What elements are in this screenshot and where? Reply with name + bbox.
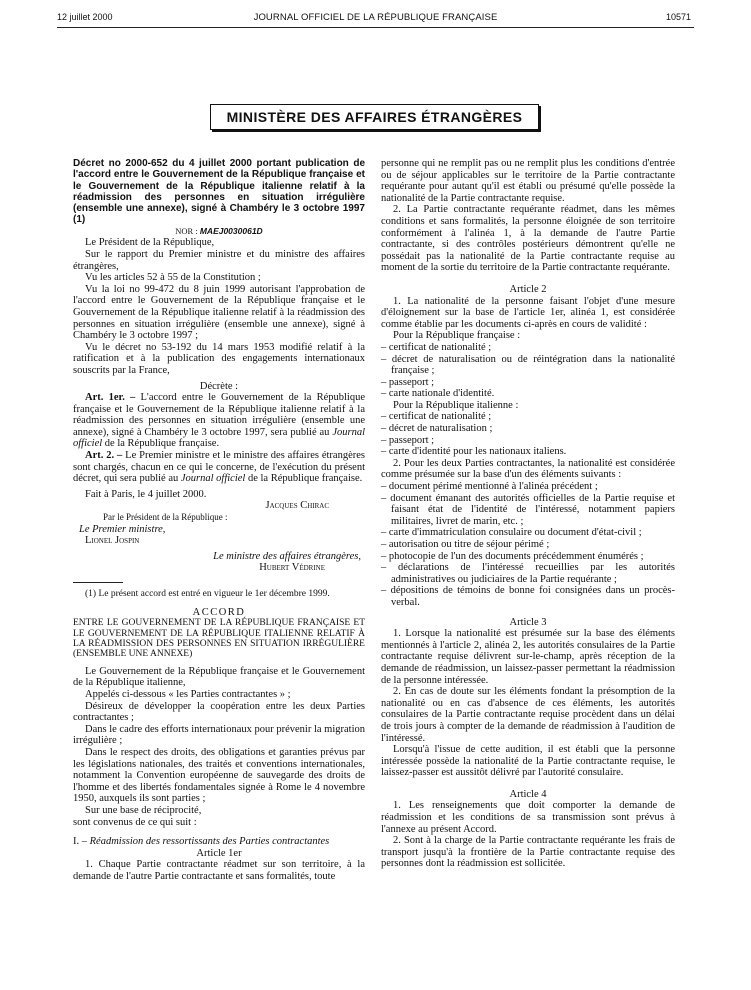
journal-officiel-ref: Journal officiel — [73, 426, 365, 450]
paragraph: Vu le décret no 53-192 du 14 mars 1953 modifié relatif à la ratification et à la publication des engagements internationaux souscrits par la France, — [73, 341, 365, 376]
article-1-heading: Article 1er — [196, 847, 242, 859]
paragraph: 2. Sont à la charge de la Partie contractante requérante les frais de transport jusqu'à la frontière de la Partie contractante requise des personnes dont la réadmission est sollicitée. — [381, 835, 675, 870]
decree-title: Décret no 2000-652 du 4 juillet 2000 portant publication de l'accord entre le Gouvernement de la République française et le Gouvernement de la République italienne relatif à la réadmission des personnes en situation irrégulière (ensemble une annexe), signé à Chambéry le 3 octobre 1997 (1) — [73, 158, 365, 226]
accord-heading: ACCORD — [192, 606, 246, 618]
section-title: Réadmission des ressortissants des Parties contractantes — [89, 836, 330, 848]
italy-label: Pour la République italienne : — [393, 399, 519, 411]
paragraph: 1. La nationalité de la personne faisant l'objet d'une mesure d'éloignement sur la base de l'article 1er, alinéa 1, est considérée comme établie par les documents ci-après en cours de validité : — [381, 295, 675, 330]
list-item: – décret de naturalisation ; — [381, 423, 493, 435]
article-text: de la République française. — [102, 438, 220, 450]
paragraph: Le Gouvernement de la République française et le Gouvernement de la République italienne, — [73, 665, 365, 689]
paragraph: Vu les articles 52 à 55 de la Constitution ; — [85, 272, 261, 284]
nor-label: NOR : — [175, 225, 200, 236]
paragraph: Désireux de développer la coopération entre les deux Parties contractantes ; — [73, 700, 365, 724]
pm-title: Le Premier ministre, — [79, 523, 166, 535]
paragraph: Dans le cadre des efforts internationaux pour prévenir la migration irrégulière ; — [73, 723, 365, 747]
article-2-decree — [73, 450, 365, 485]
list-item: – passeport ; — [381, 434, 435, 446]
list-item: – carte d'immatriculation consulaire ou document d'état-civil ; — [381, 527, 642, 539]
par-le-president: Par le Président de la République : — [103, 512, 228, 523]
minister-name: Hubert Védrine — [259, 562, 325, 574]
article-label: Art. 1er. – — [85, 392, 136, 404]
list-item: – autorisation ou titre de séjour périmé ; — [381, 539, 550, 550]
france-document-list — [381, 342, 675, 400]
journal-officiel-ref: Journal officiel — [180, 473, 246, 485]
list-item: – passeport ; — [381, 376, 435, 388]
right-column — [381, 158, 675, 870]
article-1-decree — [73, 392, 365, 450]
paragraph: 1. Les renseignements que doit comporter la demande de réadmission et les conditions de sa transmission sont prévus à l'annexe au présent Accord. — [381, 800, 675, 835]
paragraph: Lorsqu'à l'issue de cette audition, il est établi que la personne intéressée possède la nationalité de la Partie contractante requise, le laissez-passer est aussitôt délivré par l'autorité consulaire. — [381, 744, 675, 779]
signatory-president: Jacques Chirac — [265, 500, 329, 512]
header-date: 12 juillet 2000 — [57, 12, 113, 22]
left-column — [73, 158, 365, 883]
nor-code: MAEJ0030061D — [199, 225, 263, 236]
list-item: – décret de naturalisation ou de réintégration dans la nationalité française ; — [381, 353, 675, 377]
paragraph: 2. En cas de doute sur les éléments fondant la présomption de la nationalité ou en cas d'absence de ces éléments, les autorités consulaires de la Partie contractante requise procèdent dans un délai de trois jours à compter de la demande de réadmission à l'audition de l'intéressé. — [381, 686, 675, 744]
footnote: (1) Le présent accord est entré en vigueur le 1er décembre 1999. — [85, 589, 330, 599]
paragraph: Sur une base de réciprocité, — [85, 804, 202, 816]
article-label: Art. 2. – — [85, 450, 123, 462]
paragraph: sont convenus de ce qui suit : — [73, 816, 197, 828]
nor-reference — [73, 226, 365, 238]
france-label: Pour la République française : — [393, 330, 521, 342]
list-item: – dépositions de témoins de bonne foi consignées dans un procès-verbal. — [381, 585, 675, 608]
minister-title: Le ministre des affaires étrangères, — [213, 550, 361, 562]
header-page-number: 10571 — [665, 12, 691, 22]
section-number: I. – — [73, 836, 90, 848]
list-item: – photocopie de l'un des documents précédemment énumérés ; — [381, 550, 644, 562]
paragraph: 1. Chaque Partie contractante réadmet sur son territoire, à la demande de l'autre Partie contractante et sans formalités, toute — [73, 859, 365, 882]
list-item: – carte nationale d'identité. — [381, 388, 495, 400]
paragraph: 2. La Partie contractante requérante réadmet, dans les mêmes conditions et sans formalités, la personne éloignée de son territoire conformément à l'alinéa 1, à la demande de l'autre Partie contractante, si des contrôles postérieurs démontrent qu'elle ne possédait pas la nationalité de la Partie contractante requise au moment de la sortie du territoire de la Partie contractante requérante. — [381, 204, 675, 274]
list-item: – certificat de nationalité ; — [381, 411, 492, 423]
paragraph: Le Président de la République, — [85, 237, 215, 249]
paragraph: Sur le rapport du Premier ministre et du ministre des affaires étrangères, — [73, 248, 365, 272]
accord-subtitle: ENTRE LE GOUVERNEMENT DE LA RÉPUBLIQUE FRANÇAISE ET LE GOUVERNEMENT DE LA RÉPUBLIQUE ITALIENNE RELATIF À LA RÉADMISSION DES PERSONNES EN SITUATION IRRÉGULIÈRE (ENSEMBLE UNE ANNEXE) — [73, 618, 365, 660]
paragraph: 1. Lorsque la nationalité est présumée sur la base des éléments mentionnés à l'article 2, alinéa 2, les autorités consulaires de la Partie contractante requise délivrent sur-le-champ, après réception de la demande de réadmission, un laissez-passer permettant la réadmission de la personne intéressée. — [381, 628, 675, 686]
italy-document-list — [381, 411, 675, 457]
pm-name: Lionel Jospin — [85, 535, 140, 547]
list-item: – carte d'identité pour les nationaux italiens. — [381, 446, 567, 458]
header-journal-title: JOURNAL OFFICIEL DE LA RÉPUBLIQUE FRANÇAISE — [253, 12, 498, 23]
paragraph: Appelés ci-dessous « les Parties contractantes » ; — [85, 689, 291, 700]
list-item: – document périmé mentionné à l'alinéa précédent ; — [381, 481, 598, 493]
section-heading — [73, 836, 365, 848]
article-text: Le Premier ministre et le ministre des affaires étrangères sont chargés, chacun en ce qui le concerne, de l'exécution du présent décret, qui sera publié au — [73, 450, 365, 485]
decrete-heading: Décrète : — [199, 380, 239, 392]
page-header — [0, 12, 751, 28]
list-item: – certificat de nationalité ; — [381, 341, 492, 353]
list-item: – document émanant des autorités officielles de la Partie requise et faisant état de l'identité de l'intéressé, notamment papiers militaires, livret de marin, etc. ; — [381, 492, 675, 527]
article-3-heading: Article 3 — [509, 616, 547, 628]
footnote-rule — [73, 582, 123, 583]
header-rule — [57, 27, 694, 28]
article-4-heading: Article 4 — [509, 788, 547, 800]
fait-a-paris: Fait à Paris, le 4 juillet 2000. — [85, 488, 207, 500]
list-item: – déclarations de l'intéressé recueillies par les autorités administratives ou judiciaires de la Partie requérante ; — [381, 562, 675, 585]
paragraph: Vu la loi no 99-472 du 8 juin 1999 autorisant l'approbation de l'accord entre le Gouvernement de la République française et le Gouvernement de la République italienne relatif à la réadmission des personnes en situation irrégulière (ensemble une annexe), signé à Chambéry le 3 octobre 1997 ; — [73, 283, 365, 342]
presumed-elements-list — [381, 481, 675, 609]
paragraph: personne qui ne remplit pas ou ne remplit plus les conditions d'entrée ou de séjour applicables sur le territoire de la Partie contractante requérante pour autant qu'il est établi ou présumé qu'elle possède la nationalité de la Partie contractante requise. — [381, 158, 675, 204]
article-text: L'accord entre le Gouvernement de la République française et le Gouvernement de la République italienne relatif à la réadmission des personnes en situation irrégulière (ensemble une annexe), signé à Chambéry le 3 octobre 1997, sera publié au — [73, 392, 365, 438]
article-text: de la République française. — [245, 473, 363, 485]
paragraph: Dans le respect des droits, des obligations et garanties prévus par les législations nationales, des traités et conventions internationales, notamment la Convention européenne de sauvegarde des droits de l'homme et des libertés fondamentales signée à Rome le 4 novembre 1950, auxquels ils sont parties ; — [73, 746, 365, 805]
article-2-heading: Article 2 — [509, 283, 547, 295]
ministry-banner: MINISTÈRE DES AFFAIRES ÉTRANGÈRES — [210, 104, 539, 130]
paragraph: 2. Pour les deux Parties contractantes, la nationalité est considérée comme présumée sur la base d'un des éléments suivants : — [381, 457, 675, 481]
